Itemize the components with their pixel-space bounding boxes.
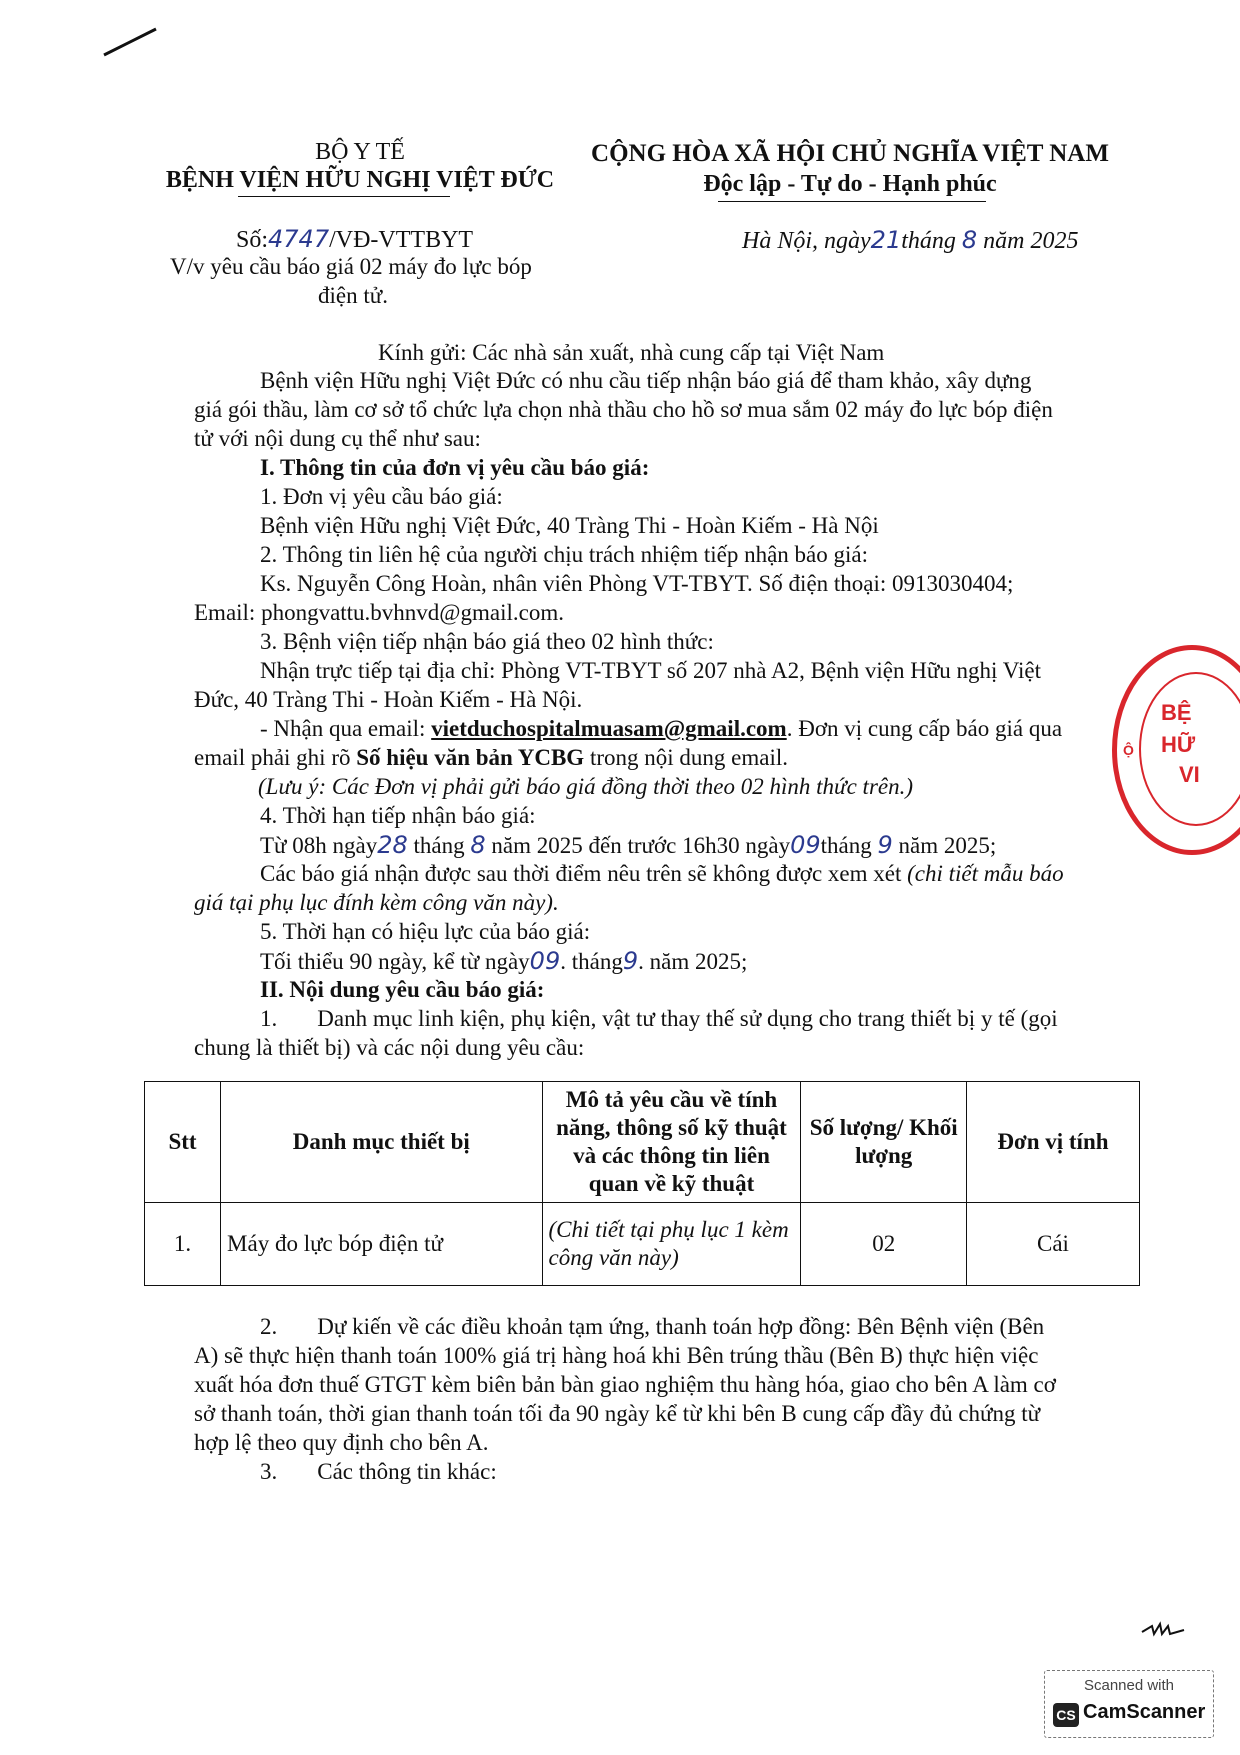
s2-item-2-line-2: A) sẽ thực hiện thanh toán 100% giá trị hàng hoá khi Bên trúng thầu (Bên B) thực hiện việc [194,1343,1039,1368]
s1-item-3-a-1: Nhận trực tiếp tại địa chỉ: Phòng VT-TBYT số 207 nhà A2, Bệnh viện Hữu nghị Việt [260,658,1041,683]
s1-item-4-period: Từ 08h ngày28 tháng 8 năm 2025 đến trước 16h30 ngày09tháng 9 năm 2025; [260,831,997,859]
s2-item-2-line-3: xuất hóa đơn thuế GTGT kèm biên bản bàn giao nghiệm thu hàng hóa, giao cho bên A làm cơ [194,1372,1056,1397]
col-header-item: Danh mục thiết bị [221,1082,542,1203]
s2-item-2: 2. Dự kiến về các điều khoản tạm ứng, thanh toán hợp đồng: Bên Bệnh viện (Bên [260,1314,1045,1339]
col-header-stt: Stt [145,1082,221,1203]
handwritten-month: 8 [961,226,978,254]
s1-item-4-note-1: Các báo giá nhận được sau thời điểm nêu trên sẽ không được xem xét (chi tiết mẫu báo [260,861,1064,886]
s1-item-2: 2. Thông tin liên hệ của người chịu trách nhiệm tiếp nhận báo giá: [260,542,868,567]
cell-unit: Cái [966,1203,1139,1286]
handwritten-start-day: 28 [377,831,408,859]
s1-item-3-b: - Nhận qua email: vietduchospitalmuasam@gmail.com. Đơn vị cung cấp báo giá qua [260,716,1063,741]
s2-item-3: 3. Các thông tin khác: [260,1459,497,1484]
col-header-description: Mô tả yêu cầu về tính năng, thông số kỹ thuật và các thông tin liên quan về kỹ thuật [542,1082,801,1203]
intro-line-2: giá gói thầu, làm cơ sở tổ chức lựa chọn nhà thầu cho hồ sơ mua sắm 02 máy đo lực bóp điện [194,397,1053,422]
s1-item-5: 5. Thời hạn có hiệu lực của báo giá: [260,919,591,944]
cell-quantity: 02 [801,1203,966,1286]
s2-item-2-line-4: sở thanh toán, thời gian thanh toán tối đa 90 ngày kể từ khi bên B cung cấp đầy đủ chứng từ [194,1401,1041,1426]
handwritten-number: 4747 [268,225,330,253]
handwritten-valid-day: 09 [529,947,561,975]
s1-item-3-note: (Lưu ý: Các Đơn vị phải gửi báo giá đồng thời theo 02 hình thức trên.) [258,774,914,799]
intro-line-1: Bệnh viện Hữu nghị Việt Đức có nhu cầu tiếp nhận báo giá để tham khảo, xây dựng [260,368,1032,393]
red-seal-stamp: BỆ HỮ VI Ộ [1112,645,1240,855]
s1-item-1: 1. Đơn vị yêu cầu báo giá: [260,484,503,509]
camscanner-badge: Scanned with CS CamScanner [1044,1670,1214,1738]
s1-item-2-value-2: Email: phongvattu.bvhnvd@gmail.com. [194,600,564,625]
table-header-row [145,1082,1140,1203]
col-header-quantity: Số lượng/ Khối lượng [801,1082,966,1203]
ministry-name: BỘ Y TẾ [315,139,405,165]
country-name: CỘNG HÒA XÃ HỘI CHỦ NGHĨA VIỆT NAM [591,140,1109,167]
motto: Độc lập - Tự do - Hạnh phúc [703,171,997,197]
section-2-title: II. Nội dung yêu cầu báo giá: [260,977,545,1002]
quote-email-link[interactable]: vietduchospitalmuasam@gmail.com [431,716,787,741]
s1-item-4: 4. Thời hạn tiếp nhận báo giá: [260,803,536,828]
greeting: Kính gửi: Các nhà sản xuất, nhà cung cấp tại Việt Nam [378,340,885,365]
intro-line-3: tử với nội dung cụ thể như sau: [194,426,481,451]
s1-item-1-value: Bệnh viện Hữu nghị Việt Đức, 40 Tràng Thi - Hoàn Kiếm - Hà Nội [260,513,879,538]
subject-line-2: điện tử. [318,283,388,308]
handwritten-valid-month: 9 [622,947,639,975]
subject-line-1: V/v yêu cầu báo giá 02 máy đo lực bóp [170,254,532,279]
equipment-table [144,1081,1140,1286]
cell-item: Máy đo lực bóp điện tử [221,1203,542,1286]
s1-item-3-a-2: Đức, 40 Tràng Thi - Hoàn Kiếm - Hà Nội. [194,687,583,712]
s1-item-3: 3. Bệnh viện tiếp nhận báo giá theo 02 hình thức: [260,629,714,654]
s1-item-4-note-2: giá tại phụ lục đính kèm công văn này). [194,890,559,915]
s2-item-2-line-5: hợp lệ theo quy định cho bên A. [194,1430,489,1455]
hospital-name: BỆNH VIỆN HỮU NGHỊ VIỆT ĐỨC [165,167,555,193]
handwritten-start-month: 8 [470,831,486,859]
initials-scribble [1140,1620,1186,1640]
s1-item-2-value-1: Ks. Nguyễn Công Hoàn, nhân viên Phòng VT-TBYT. Số điện thoại: 0913030404; [260,571,1014,596]
motto-underline [718,201,986,202]
s1-item-5-value: Tối thiểu 90 ngày, kể từ ngày09. tháng9. năm 2025; [260,947,748,975]
col-header-unit: Đơn vị tính [966,1082,1139,1203]
cell-stt: 1. [145,1203,221,1286]
s2-item-1: 1. Danh mục linh kiện, phụ kiện, vật tư thay thế sử dụng cho trang thiết bị y tế (gọi [260,1006,1058,1031]
camscanner-logo-icon: CS [1053,1703,1079,1727]
handwritten-end-day: 09 [790,831,821,859]
hospital-underline [238,196,450,197]
s2-item-1-cont: chung là thiết bị) và các nội dung yêu cầu: [194,1035,585,1060]
handwritten-day: 21 [870,226,902,254]
s1-item-3-c: email phải ghi rõ Số hiệu văn bản YCBG trong nội dung email. [194,745,788,770]
handwritten-end-month: 9 [877,831,893,859]
cell-description: (Chi tiết tại phụ lục 1 kèm công văn này) [542,1203,801,1286]
section-1-title: I. Thông tin của đơn vị yêu cầu báo giá: [260,455,650,480]
place-date: Hà Nội, ngày21tháng 8 năm 2025 [742,226,1079,254]
table-row [145,1203,1140,1286]
pen-slash-mark [100,25,160,60]
document-number: Số:4747/VĐ-VTTBYT [236,225,474,253]
